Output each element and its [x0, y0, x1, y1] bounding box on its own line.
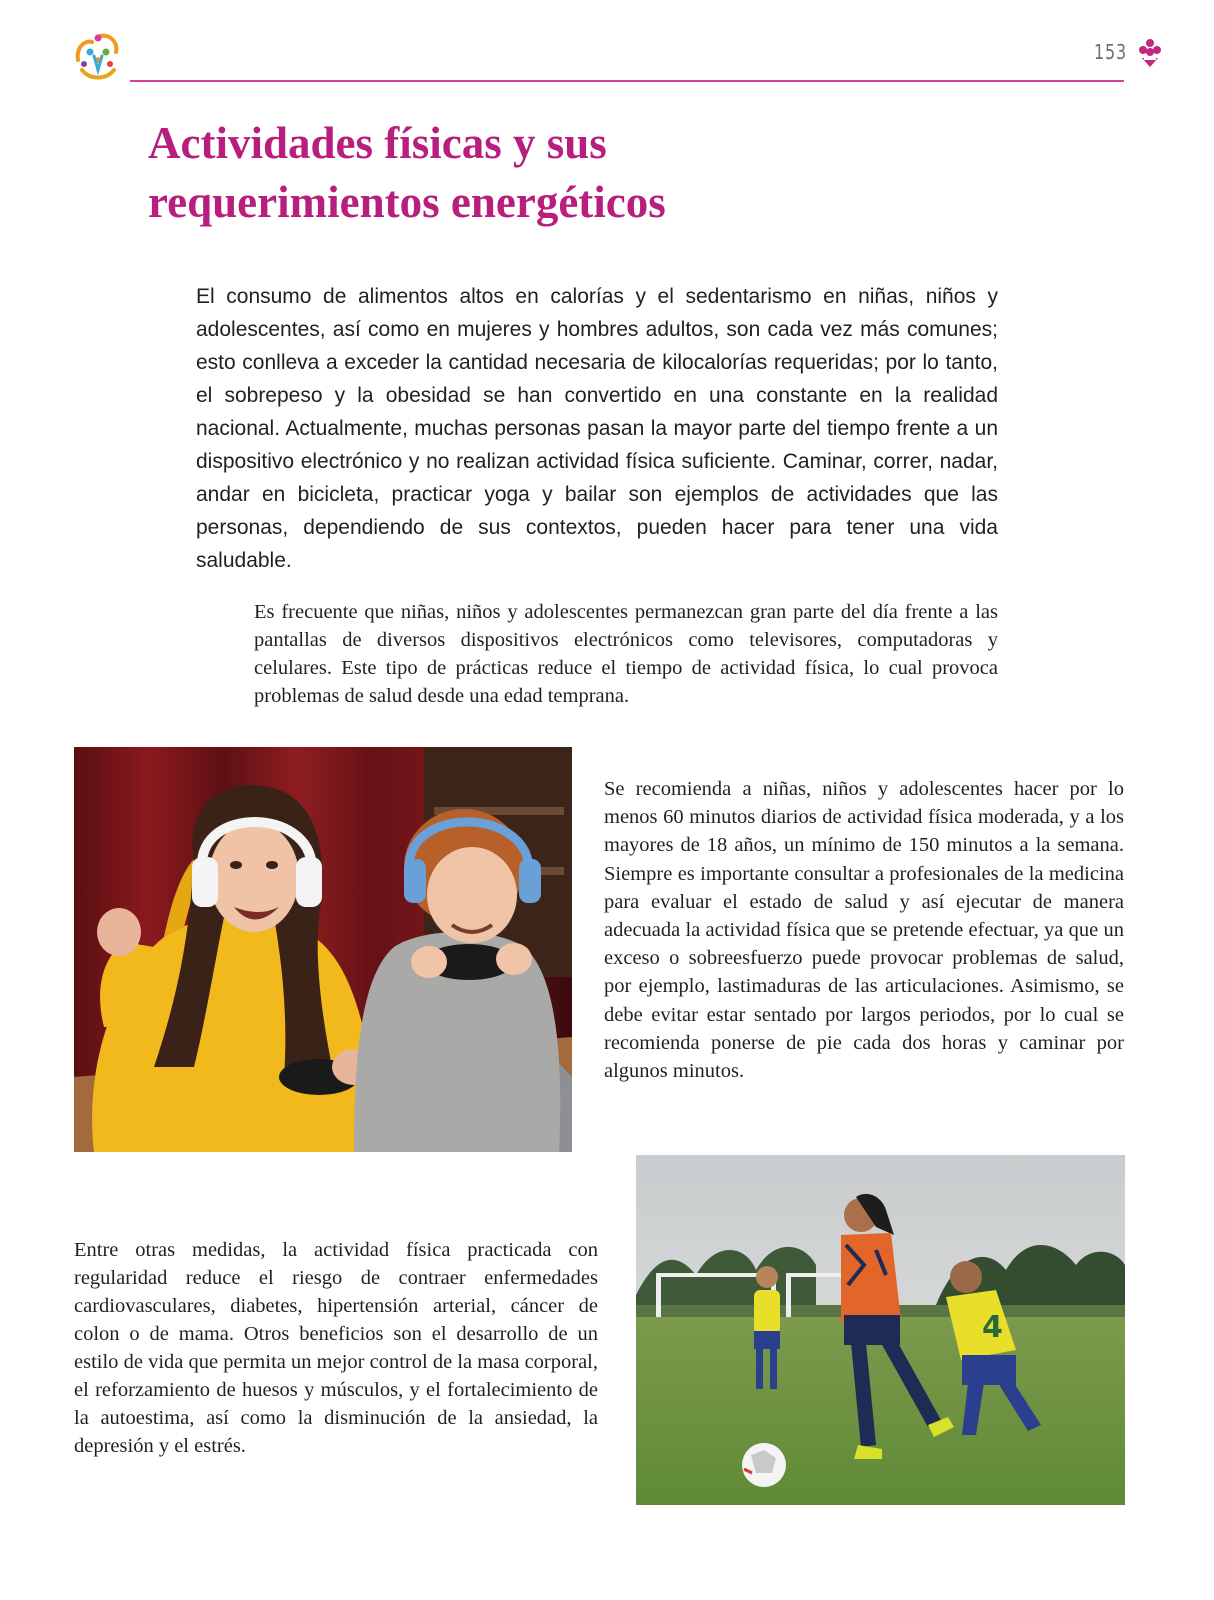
magenta-ornament-icon: [1138, 38, 1162, 68]
jersey-number: 4: [982, 1310, 1003, 1345]
benefits-paragraph: Entre otras medidas, la actividad física practicada con regularidad reduce el riesgo de contraer enfermedades cardiovasculares, diabetes, hipertensión arterial, cáncer de colon o de mama. Otros beneficios son el desarrollo de un estilo de vida que permita un mejor control de la masa corporal, el reforzamiento de huesos y músculos, y el fortalecimiento de la autoestima, así como la disminución de la ansiedad, la depresión y el estrés.: [74, 1239, 598, 1457]
teens-playing-videogames-photo: [74, 747, 572, 1152]
page-number: 153: [1094, 40, 1127, 64]
girls-playing-soccer-photo: [636, 1155, 1125, 1505]
screens-paragraph: Es frecuente que niñas, niños y adolescentes permanezcan gran parte del día frente a las pantallas de diversos dispositivos electrónicos como televisores, computadoras y celulares. Este tipo de prácticas reduce el tiempo de actividad física, lo cual provoca problemas de salud desde una edad temprana.: [254, 601, 998, 707]
intro-paragraph: El consumo de alimentos altos en calorías y el sedentarismo en niñas, niños y adolescentes, así como en mujeres y hombres adultos, son cada vez más comunes; esto conlleva a exceder la cantidad necesaria de kilocalorías requeridas; por lo tanto, el sobrepeso y la obesidad se han convertido en una constante en la realidad nacional. Actualmente, muchas personas pasan la mayor parte del tiempo frente a un dispositivo electrónico y no realizan actividad física suficiente. Caminar, correr, nadar, andar en bicicleta, practicar yoga y bailar son ejemplos de actividades que las personas, dependiendo de sus contextos, pueden hacer para tener una vida saludable.: [196, 285, 998, 572]
title-line-2: requerimientos energéticos: [148, 177, 666, 227]
header-rule: [130, 80, 1124, 82]
page-title: [148, 114, 848, 232]
title-line-1: Actividades físicas y sus: [148, 118, 607, 168]
colorful-people-logo-icon: [70, 30, 126, 84]
recommendation-paragraph: Se recomienda a niñas, niños y adolescentes hacer por lo menos 60 minutos diarios de actividad física moderada, y a los mayores de 18 años, un mínimo de 150 minutos a la semana. Siempre es importante consultar a profesionales de la medicina para evaluar el estado de salud y así ejecutar de manera adecuada la actividad física que se pretende efectuar, ya que un exceso o sobreesfuerzo puede provocar problemas de salud, por ejemplo, lastimaduras de las articulaciones. Asimismo, se debe evitar estar sentado por largos periodos, por lo cual se recomienda ponerse de pie cada dos horas y caminar por algunos minutos.: [604, 778, 1124, 1083]
